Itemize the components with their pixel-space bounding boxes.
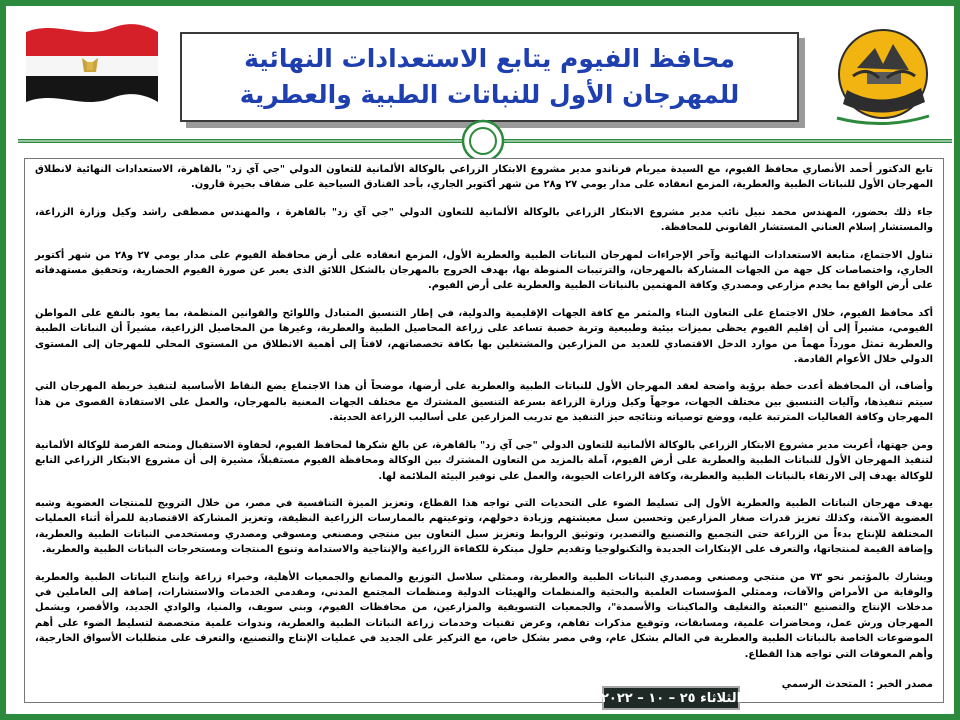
article-paragraph: جاء ذلك بحضور، المهندس محمد نبيل نائب مدير مشروع الابتكار الزراعي بالوكالة الألمانية للتعاون الدولي "جي آي زد" بالقاهرة ، والمهندس مصطفى راشد وكيل وزارة الزراعة، والمستشار إسلام العناني المستشار القانوني للمحافظة.	[35, 206, 933, 234]
fayoum-governorate-logo-icon	[827, 18, 939, 130]
article-paragraph: تناول الاجتماع، متابعة الاستعدادات النهائية وآخر الإجراءات لمهرجان النباتات الطبية والعطرية الأول، المزمع انعقاده على أرض محافظة الفيوم على مدار يومي ٢٧ و٢٨ من شهر أكتوبر الجاري، واختصاصات كل جهة من الجهات المشاركة بالمهرجان، والترتيبات المنوطة بها، بهدف الخروج بالمهرجان بالشكل اللائق الذى يعبر عن صورة الفيوم الحضارية، وتحقيق مستهدفاته على أرض الواقع بما يخدم مزارعي ومصدري وكافة المهتمين بالنباتات الطبية والعطرية على أرض الفيوم.	[35, 249, 933, 292]
date-bar	[602, 686, 740, 710]
news-source: مصدر الخبر : المتحدث الرسمي	[781, 679, 933, 690]
headline-box	[180, 32, 799, 122]
article-paragraph: ومن جهتها، أعربت مدير مشروع الابتكار الزراعي بالوكالة الألمانية للتعاون الدولي "جي آي زد" بالقاهرة، عن بالغ شكرها لمحافظ الفيوم، لحفاوة الاستقبال ومنحه الفرصة للوكالة الألمانية لتنفيذ المهرجان الأول للنباتات الطبية والعطرية على أرض الفيوم، آملة بالمزيد من التعاون المشترك بين الوكالة ومحافظة الفيوم مستقبلاً، مشيرة إلى أن مشروع الابتكار الزراعي التابع للوكالة يهدف إلى الارتقاء بالنباتات الطبية والعطرية، وكافة الزراعات الحيوية، والعمل على توفير البيئة الملائمة لها.	[35, 439, 933, 482]
page-title: محافظ الفيوم يتابع الاستعدادات النهائية للمهرجان الأول للنباتات الطبية والعطرية	[239, 44, 740, 109]
article-paragraph: يهدف مهرجان النباتات الطبية والعطرية الأول إلى تسليط الضوء على التحديات التي تواجه هذا القطاع، وتعزيز الميزة التنافسية في مصر، من خلال الترويج للمنتجات العضوية وشبه العضوية الآمنة، وكذلك تعزيز قدرات صغار المزارعين وتحسين سبل معيشتهم وزيادة دخولهم، وتوعيتهم بالممارسات الزراعية النظيفة، وتعزيز المشاركة الاقتصادية للمرأة أثناء العمليات المختلفة للإنتاج بدءاً من الزراعة حتى التجميع والتصنيع والتصدير، وتوثيق الروابط وتعزيز سبل التعاون بين منتجي ومصنعي ومسوقي ومصدري ومستخدمي النباتات الطبية والعطرية، وإضافة القيمة لمنتجاتها، والتعرف على الإبتكارات الجديدة والتكنولوجيا وتقديم حلول مبتكرة للكفاءة الزراعية والإنتاجية والاستدامة وتنوع المنتجات ومستخرجات النباتات الطبية والعطرية.	[35, 497, 933, 556]
article-body	[35, 162, 933, 674]
article-paragraph: أكد محافظ الفيوم، خلال الاجتماع على التعاون البناء والمثمر مع كافة الجهات الإقليمية والدولية، في إطار التنسيق المتبادل واللوائح والقوانين المنظمة، بما يعود بالنفع على المواطن الفيومي، مشيراً إلى أن إقليم الفيوم يحظى بميزات بيئية وطبيعية وتربة خصبة تساعد على زراعة المحاصيل الطبية والعطرية، وغيرها من المحاصيل الزراعية، مشيراً أن النباتات الطبية والعطرية تمثل مورداً مهماً من موارد الدخل الاقتصادي للعديد من المزارعين والمشتغلين بها بكافة تخصصاتهم، لافتاً إلى أهمية الانطلاق من المستوى المحلي للمهرجان إلى المستوى الدولي خلال الأعوام القادمة.	[35, 307, 933, 366]
article-paragraph: تابع الدكتور أحمد الأنصاري محافظ الفيوم، مع السيدة ميريام فرناندو مدير مشروع الابتكار الزراعي بالوكالة الألمانية للتعاون الدولي "جي آي زد" بالقاهرة، الاستعدادات النهائية لانطلاق المهرجان الأول للنباتات الطبية والعطرية، المزمع انعقاده على مدار يومي ٢٧ و٢٨ من شهر أكتوبر الجاري، بأحد الفنادق السياحية على ضفاف بحيرة قارون.	[35, 164, 933, 191]
header	[12, 12, 960, 132]
article-paragraph: وأضاف، أن المحافظة أعدت خطة برؤية واضحة لعقد المهرجان الأول للنباتات الطبية والعطرية على أرضها، موضحاً أن هذا الاجتماع يضع النقاط الأساسية لتنفيذ خريطة المهرجان التي سيتم تنفيذها، وآليات التنسيق بين مختلف الجهات، موجهاً وكيل وزارة الزراعة بسرعة التنسيق المشترك مع مختلف الجهات المعنية بالمهرجان، والعمل على الاستفادة القصوى من هذا المهرجان وكافة الفعاليات المترتبة عليه، ووضع توصياته ونتائجه حيز التنفيذ مع تدريب المزارعين على أساليب الزراعة الحديثة.	[35, 381, 933, 424]
article-box	[24, 158, 944, 703]
publish-date: الثلاثاء ٢٥ – ١٠ – ٢٠٢٢	[600, 690, 742, 706]
egypt-flag-icon	[22, 18, 162, 114]
article-paragraph: ويشارك بالمؤتمر نحو ٧٣ من منتجي ومصنعي ومصدري النباتات الطبية والعطرية، وممثلي سلاسل التوزيع والمصانع والجمعيات الأهلية، وخبراء زراعة وإنتاج النباتات الطبية والعطرية والوقاية من الأمراض والآفات، وممثلي المؤسسات العلمية والبحثية والمنظمات والهيئات الدولية ومنظمات المجتمع المدني، ومقدمي الخدمات والاستشارات، إضافة إلى العاملين في مدخلات الإنتاج والتصنيع "التعبئة والتغليف والماكينات والأسمدة"، والجمعيات التسويقية والمزارعين، من محافظات الفيوم، وبني سويف، والمنيا، والوادي الجديد، والأقصر، ويشمل المهرجان ورش عمل، ومحاضرات علمية، ومسابقات، وتوقيع مذكرات تفاهم، وعرض تقنيات وخدمات زراعة النباتات الطبية والعطرية، وندوات علمية متخصصة لتسليط الضوء على أهم الموضوعات الخاصة بالنباتات الطبية والعطرية في العالم بشكل عام، وفي مصر بشكل خاص، مع التركيز على الجديد في عمليات الإنتاج والتصنيع، والتعرف على متطلبات الأسواق الخارجية، وأهم المعوقات التي تواجه هذا القطاع.	[35, 571, 933, 660]
